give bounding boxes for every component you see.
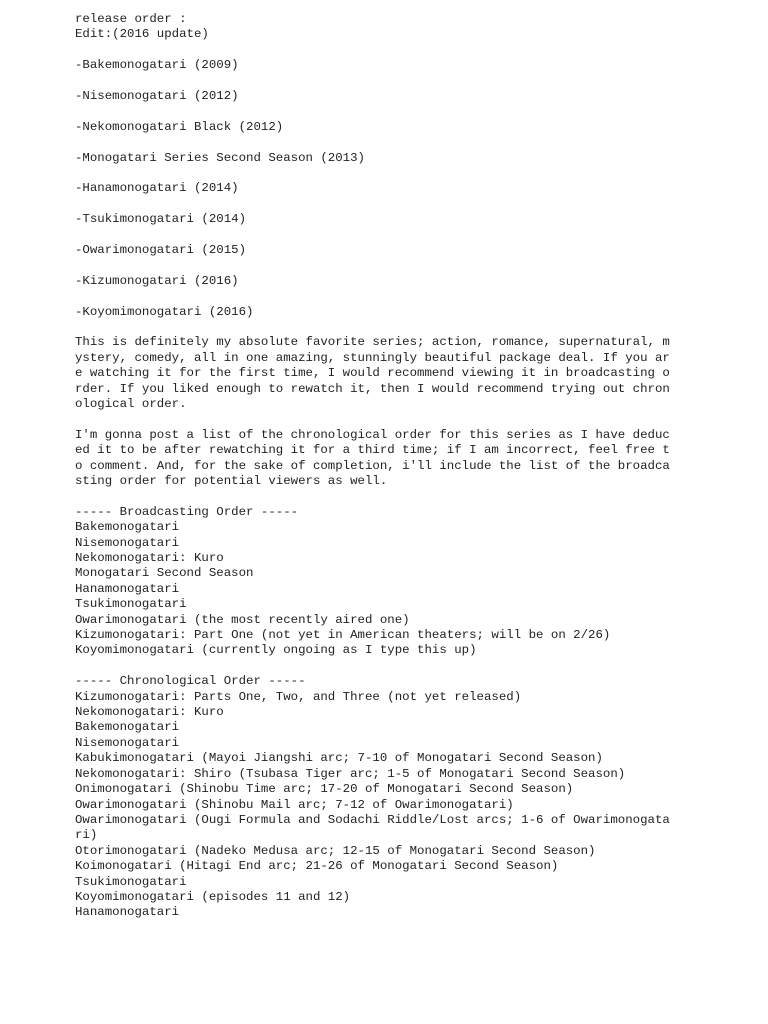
chronological-item: Koyomimonogatari (episodes 11 and 12) [75, 889, 351, 904]
chronological-heading: ----- Chronological Order ----- [75, 674, 306, 689]
release-item: -Monogatari Series Second Season (2013) [75, 150, 365, 165]
header-line-1: release order : [75, 12, 187, 26]
broadcasting-item: Monogatari Second Season [75, 566, 254, 581]
chronological-item: Kabukimonogatari (Mayoi Jiangshi arc; 7-10 of Monogatari Second Season) [75, 751, 603, 766]
paragraph-2-line: sting order for potential viewers as well. [75, 474, 388, 489]
spacer [75, 74, 685, 89]
broadcasting-item: Bakemonogatari [75, 520, 180, 535]
chronological-item: Tsukimonogatari [75, 874, 187, 889]
spacer [75, 489, 685, 504]
release-item: -Tsukimonogatari (2014) [75, 212, 247, 227]
broadcasting-item: Owarimonogatari (the most recently aired one) [75, 612, 410, 627]
chronological-item: Hanamonogatari [75, 905, 180, 920]
header-line-2: Edit:(2016 update) [75, 27, 209, 42]
broadcasting-item: Kizumonogatari: Part One (not yet in American theaters; will be on 2/26) [75, 628, 611, 643]
chronological-item: Koimonogatari (Hitagi End arc; 21-26 of Monogatari Second Season) [75, 859, 559, 874]
paragraph-1-line: e watching it for the first time, I would recommend viewing it in broadcasting o [75, 366, 670, 381]
chronological-item: Nisemonogatari [75, 735, 180, 750]
release-item: -Owarimonogatari (2015) [75, 242, 247, 257]
paragraph-2-line: o comment. And, for the sake of completion, i'll include the list of the broadca [75, 458, 670, 473]
spacer [75, 166, 685, 181]
paragraph-2-line: I'm gonna post a list of the chronological order for this series as I have deduc [75, 427, 670, 442]
release-item: -Hanamonogatari (2014) [75, 181, 239, 196]
spacer [75, 320, 685, 335]
broadcasting-item: Hanamonogatari [75, 581, 180, 596]
chronological-item: Bakemonogatari [75, 720, 180, 735]
chronological-item: Owarimonogatari (Ougi Formula and Sodachi Riddle/Lost arcs; 1-6 of Owarimonogata [75, 812, 670, 827]
spacer [75, 197, 685, 212]
chronological-item: Otorimonogatari (Nadeko Medusa arc; 12-15 of Monogatari Second Season) [75, 843, 596, 858]
spacer [75, 659, 685, 674]
spacer [75, 228, 685, 243]
paragraph-1-line: rder. If you liked enough to rewatch it, then I would recommend trying out chron [75, 381, 670, 396]
broadcasting-item: Nekomonogatari: Kuro [75, 551, 224, 566]
spacer [75, 289, 685, 304]
paragraph-1-line: ystery, comedy, all in one amazing, stunningly beautiful package deal. If you ar [75, 350, 670, 365]
release-item: -Koyomimonogatari (2016) [75, 304, 254, 319]
chronological-item: Nekomonogatari: Kuro [75, 705, 224, 720]
release-item: -Nekomonogatari Black (2012) [75, 119, 284, 134]
chronological-item: Owarimonogatari (Shinobu Mail arc; 7-12 of Owarimonogatari) [75, 797, 514, 812]
release-item: -Kizumonogatari (2016) [75, 273, 239, 288]
chronological-item: Onimonogatari (Shinobu Time arc; 17-20 of Monogatari Second Season) [75, 782, 574, 797]
document-page [75, 12, 685, 921]
chronological-item: Nekomonogatari: Shiro (Tsubasa Tiger arc; 1-5 of Monogatari Second Season) [75, 766, 626, 781]
release-item: -Nisemonogatari (2012) [75, 89, 239, 103]
release-item: -Bakemonogatari (2009) [75, 58, 239, 73]
chronological-item: Kizumonogatari: Parts One, Two, and Three (not yet released) [75, 689, 522, 704]
spacer [75, 135, 685, 150]
paragraph-1-line: ological order. [75, 397, 187, 411]
spacer [75, 43, 685, 58]
spacer [75, 412, 685, 427]
broadcasting-item: Nisemonogatari [75, 535, 180, 550]
spacer [75, 104, 685, 119]
broadcasting-item: Tsukimonogatari [75, 597, 187, 612]
paragraph-2-line: ed it to be after rewatching it for a third time; if I am incorrect, feel free t [75, 443, 670, 458]
chronological-item: ri) [75, 828, 98, 843]
paragraph-1-line: This is definitely my absolute favorite series; action, romance, supernatural, m [75, 335, 670, 350]
broadcasting-heading: ----- Broadcasting Order ----- [75, 504, 299, 519]
broadcasting-item: Koyomimonogatari (currently ongoing as I type this up) [75, 643, 477, 658]
spacer [75, 258, 685, 273]
